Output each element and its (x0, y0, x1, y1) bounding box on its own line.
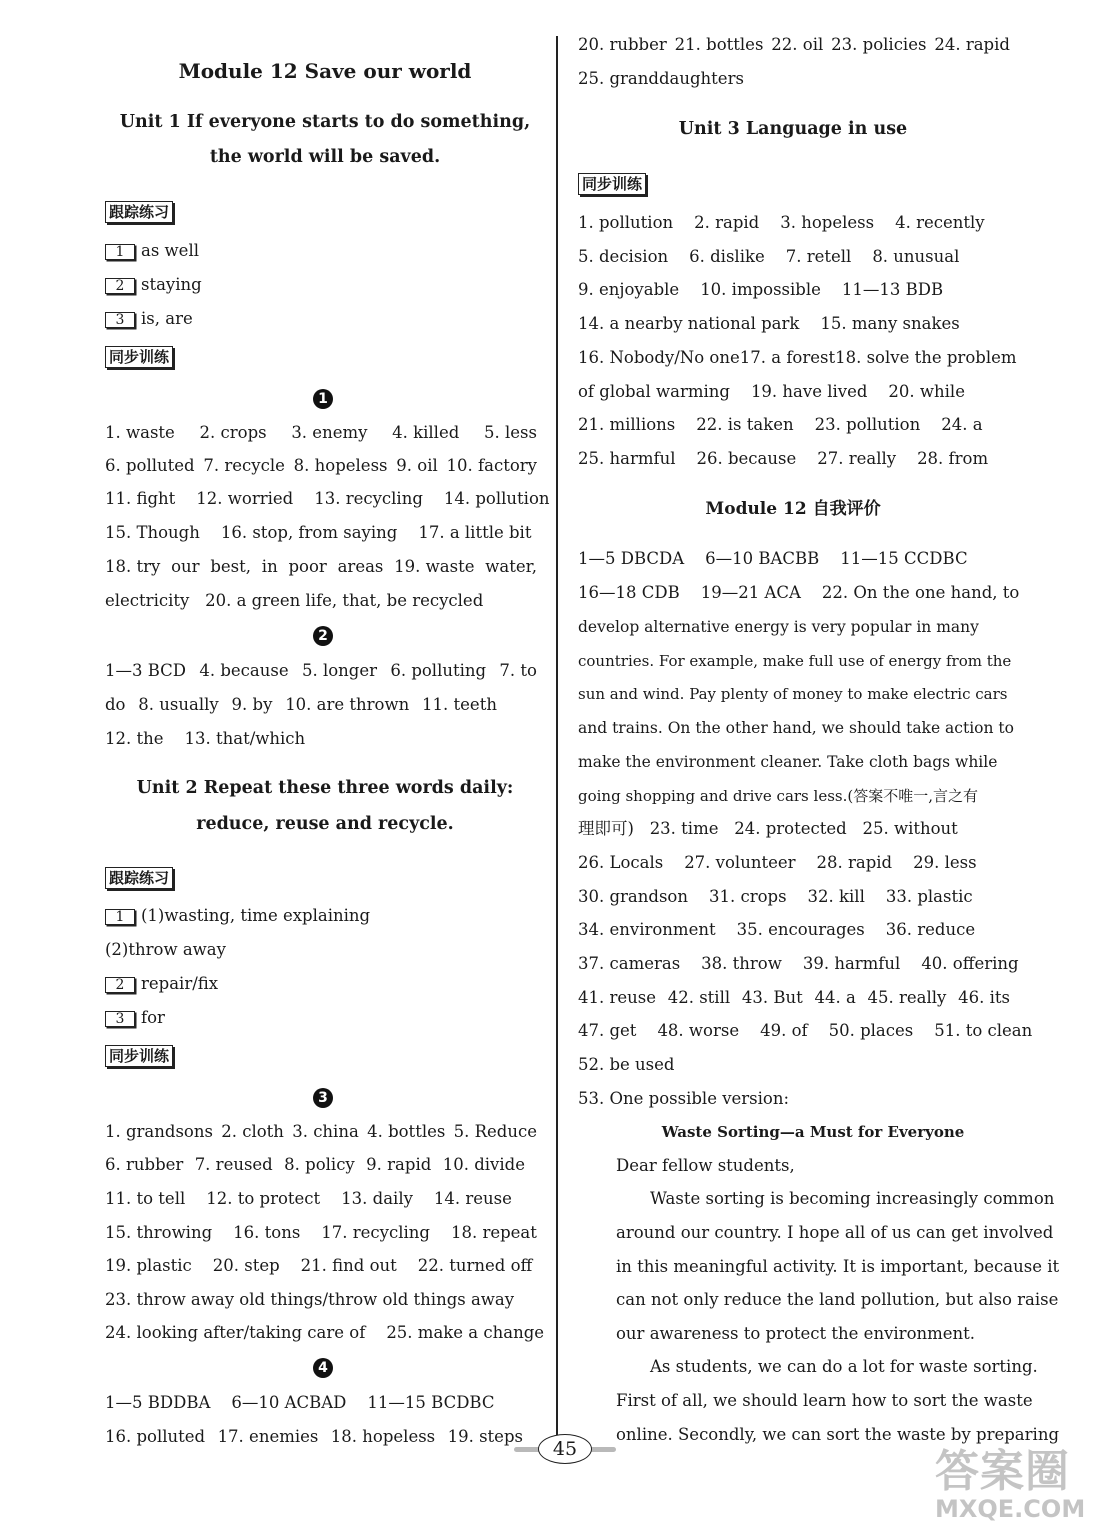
tracking-item: 3 for (105, 1008, 165, 1028)
essay-answer-line: and trains. On the other hand, we should take action to (578, 719, 1014, 737)
answer-row: 23. throw away old things/throw old things away (105, 1290, 515, 1309)
tracking-item: 2 repair/fix (105, 974, 218, 994)
item-number-box: 2 (105, 977, 135, 993)
unit1-title-line1: Unit 1 If everyone starts to do something, (119, 112, 531, 132)
answer-row: 16—18 CDB 19—21 ACA 22. On the one hand, to (578, 583, 1020, 602)
essay-line: can not only reduce the land pollution, but also raise (616, 1290, 1059, 1309)
item-number-box: 2 (105, 278, 135, 294)
answer-row: electricity 20. a green life, that, be recycled (105, 591, 484, 610)
tracking-practice-tag: 跟踪练习 (105, 867, 173, 889)
answer-row: do 8. usually 9. by 10. are thrown 11. teeth (105, 695, 497, 714)
section-number-badge: 2 (313, 626, 333, 646)
answer-row: 25. harmful 26. because 27. really 28. from (578, 449, 989, 468)
sync-training-tag: 同步训练 (578, 173, 646, 195)
tracking-item: 1 (1)wasting, time explaining (105, 906, 370, 926)
sync-training-tag: 同步训练 (105, 1045, 173, 1067)
answer-row: 16. polluted 17. enemies 18. hopeless 19. steps (105, 1427, 523, 1446)
answer-row: 1—3 BCD 4. because 5. longer 6. polluting 7. to (105, 661, 537, 680)
answer-row: 1. pollution 2. rapid 3. hopeless 4. recently (578, 213, 985, 232)
page-number: 45 (538, 1434, 592, 1464)
answer-row: 53. One possible version: (578, 1089, 790, 1108)
answer-row: 9. enjoyable 10. impossible 11—13 BDB (578, 280, 944, 299)
answer-row: 18. try our best, in poor areas 19. waste water, (105, 557, 537, 576)
answer-row: 37. cameras 38. throw 39. harmful 40. offering (578, 954, 1019, 973)
answer-row: 1—5 DBCDA 6—10 BACBB 11—15 CCDBC (578, 549, 968, 568)
item-number-box: 1 (105, 909, 135, 925)
answer-row: 25. granddaughters (578, 69, 744, 88)
answer-row: 16. Nobody/No one 17. a forest 18. solve the problem (578, 348, 1017, 367)
module-title: Module 12 Save our world (178, 59, 472, 83)
item-number-box: 3 (105, 312, 135, 328)
essay-answer-line: going shopping and drive cars less.(答案不唯一,言之有 (578, 787, 978, 805)
answer-row: 47. get 48. worse 49. of 50. places 51. to clean (578, 1021, 1033, 1040)
essay-answer-line: make the environment cleaner. Take cloth bags while (578, 753, 998, 771)
answer-row: 1. grandsons 2. cloth 3. china 4. bottles 5. Reduce (105, 1122, 537, 1141)
tracking-practice-tag: 跟踪练习 (105, 201, 173, 223)
answer-row: 5. decision 6. dislike 7. retell 8. unusual (578, 247, 960, 266)
essay-line: around our country. I hope all of us can get involved (616, 1223, 1054, 1242)
page-number-wing (588, 1447, 616, 1452)
answer-row: 1—5 BDDBA 6—10 ACBAD 11—15 BCDBC (105, 1393, 495, 1412)
tracking-item: 2 staying (105, 275, 202, 295)
self-evaluation-title: Module 12 自我评价 (705, 499, 881, 519)
section-number-badge: 3 (313, 1088, 333, 1108)
answer-row: 19. plastic 20. step 21. find out 22. turned off (105, 1256, 533, 1275)
section-number-badge: 4 (313, 1358, 333, 1378)
essay-answer-line: countries. For example, make full use of energy from the (578, 652, 1012, 670)
essay-line: online. Secondly, we can sort the waste by preparing (616, 1425, 1060, 1444)
tracking-item: 1 as well (105, 241, 199, 261)
essay-line: Dear fellow students, (616, 1156, 795, 1175)
answer-row: 11. fight 12. worried 13. recycling 14. pollution (105, 489, 550, 508)
essay-title: Waste Sorting—a Must for Everyone (661, 1123, 965, 1141)
watermark-text: 答案圈 (935, 1446, 1070, 1497)
answer-row: 6. polluted 7. recycle 8. hopeless 9. oil 10. factory (105, 456, 537, 475)
answer-row: 41. reuse 42. still 43. But 44. a 45. really 46. its (578, 988, 1010, 1007)
answer-row: of global warming 19. have lived 20. while (578, 382, 965, 401)
answer-row: 14. a nearby national park 15. many snakes (578, 314, 960, 333)
answer-row: 理即可) 23. time 24. protected 25. without (578, 819, 958, 838)
essay-line: As students, we can do a lot for waste sorting. (650, 1357, 1038, 1376)
essay-line: our awareness to protect the environment. (616, 1324, 976, 1343)
answer-row: 15. throwing 16. tons 17. recycling 18. repeat (105, 1223, 537, 1242)
answer-row: 52. be used (578, 1055, 675, 1074)
unit2-title-line2: reduce, reuse and recycle. (196, 814, 454, 834)
answer-row: 6. rubber 7. reused 8. policy 9. rapid 10. divide (105, 1155, 525, 1174)
section-number-badge: 1 (313, 389, 333, 409)
answer-row: 15. Though 16. stop, from saying 17. a little bit (105, 523, 532, 542)
column-divider (556, 36, 558, 1450)
answer-row: 12. the 13. that/which (105, 729, 306, 748)
sync-training-tag: 同步训练 (105, 346, 173, 368)
item-number-box: 3 (105, 1011, 135, 1027)
answer-row: 11. to tell 12. to protect 13. daily 14. reuse (105, 1189, 512, 1208)
answer-row: 1. waste 2. crops 3. enemy 4. killed 5. less (105, 423, 537, 442)
page-number-badge (520, 1430, 612, 1468)
answer-row: 20. rubber 21. bottles 22. oil 23. policies 24. rapid (578, 35, 1010, 54)
item-number-box: 1 (105, 244, 135, 260)
answer-row: 26. Locals 27. volunteer 28. rapid 29. less (578, 853, 977, 872)
answer-row: 21. millions 22. is taken 23. pollution 24. a (578, 415, 983, 434)
answer-row: 30. grandson 31. crops 32. kill 33. plastic (578, 887, 973, 906)
answer-row: 24. looking after/taking care of 25. make a change (105, 1323, 545, 1342)
tracking-item: (2)throw away (105, 940, 226, 959)
watermark-url: MXQE.COM (935, 1495, 1086, 1523)
essay-line: Waste sorting is becoming increasingly common (650, 1189, 1055, 1208)
tracking-item: 3 is, are (105, 309, 193, 329)
unit3-title: Unit 3 Language in use (678, 119, 908, 139)
essay-line: First of all, we should learn how to sort the waste (616, 1391, 1033, 1410)
essay-line: in this meaningful activity. It is important, because it (616, 1257, 1060, 1276)
answer-row: 34. environment 35. encourages 36. reduce (578, 920, 976, 939)
essay-answer-line: develop alternative energy is very popular in many (578, 618, 979, 636)
essay-answer-line: sun and wind. Pay plenty of money to make electric cars (578, 685, 1008, 703)
unit2-title-line1: Unit 2 Repeat these three words daily: (136, 778, 514, 798)
watermark-logo (935, 1448, 1110, 1528)
unit1-title-line2: the world will be saved. (209, 147, 441, 167)
